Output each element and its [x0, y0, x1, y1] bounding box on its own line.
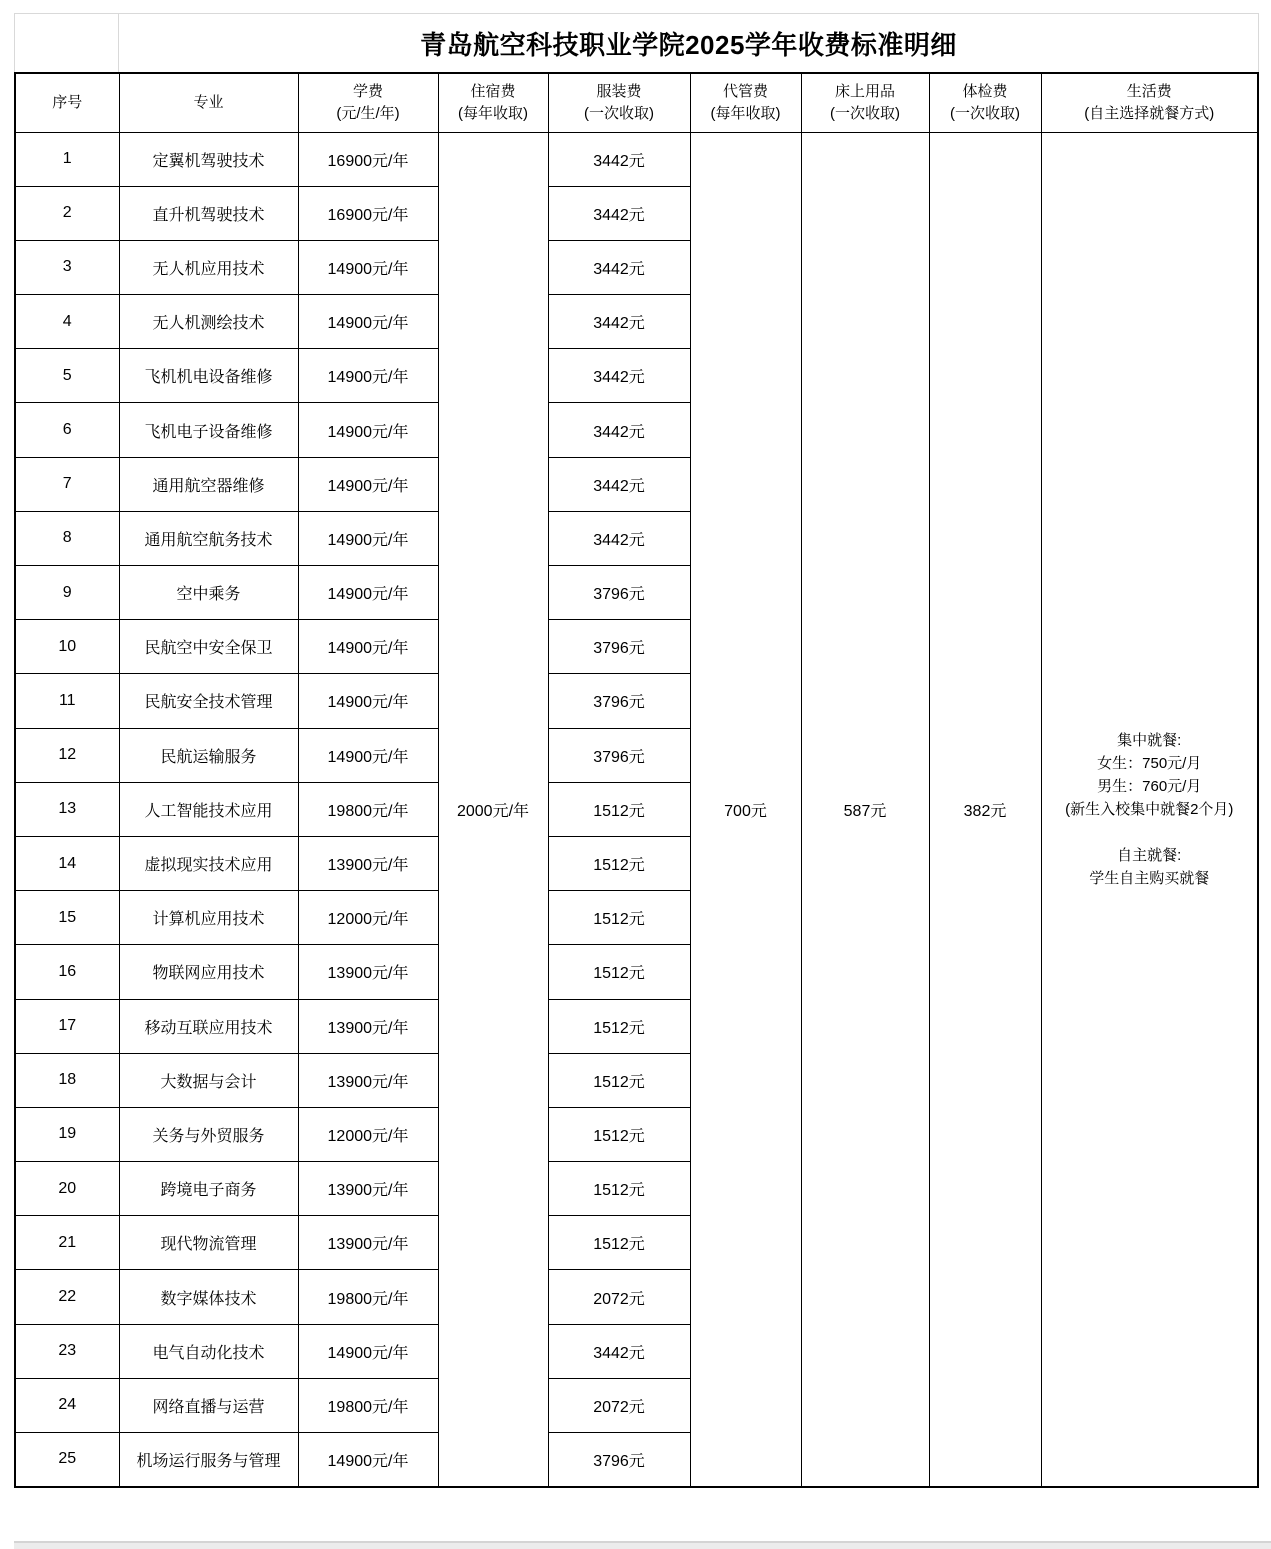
agency-fee-cell: 700元 — [690, 132, 801, 1487]
row-number-cell: 1 — [15, 132, 119, 186]
major-cell: 数字媒体技术 — [119, 1270, 298, 1324]
row-number-cell: 19 — [15, 1107, 119, 1161]
uniform-fee-cell: 1512元 — [548, 1107, 690, 1161]
uniform-fee-cell: 1512元 — [548, 836, 690, 890]
tuition-cell: 14900元/年 — [298, 457, 438, 511]
title-band-spacer-cell — [15, 14, 119, 73]
living-expenses-line — [1044, 821, 1256, 844]
living-expenses-line: 女生：750元/月 — [1097, 754, 1202, 772]
column-header-sublabel: (一次收取) — [584, 104, 654, 122]
major-cell: 跨境电子商务 — [119, 1162, 298, 1216]
row-number-cell: 5 — [15, 349, 119, 403]
row-number-cell: 21 — [15, 1216, 119, 1270]
major-cell: 直升机驾驶技术 — [119, 186, 298, 240]
major-cell: 人工智能技术应用 — [119, 782, 298, 836]
major-cell: 关务与外贸服务 — [119, 1107, 298, 1161]
uniform-fee-cell: 3442元 — [548, 186, 690, 240]
tuition-cell: 14900元/年 — [298, 403, 438, 457]
uniform-fee-cell: 1512元 — [548, 945, 690, 999]
major-cell: 机场运行服务与管理 — [119, 1433, 298, 1487]
tuition-cell: 13900元/年 — [298, 1216, 438, 1270]
tuition-cell: 16900元/年 — [298, 186, 438, 240]
column-header-label: 学费 — [352, 82, 383, 100]
row-number-cell: 24 — [15, 1378, 119, 1432]
column-header — [801, 73, 929, 132]
major-cell: 现代物流管理 — [119, 1216, 298, 1270]
major-cell: 通用航空航务技术 — [119, 511, 298, 565]
uniform-fee-cell: 3442元 — [548, 349, 690, 403]
uniform-fee-cell: 1512元 — [548, 1162, 690, 1216]
uniform-fee-cell: 3442元 — [548, 1324, 690, 1378]
tuition-cell: 13900元/年 — [298, 1053, 438, 1107]
column-header — [15, 73, 119, 132]
uniform-fee-cell: 3442元 — [548, 132, 690, 186]
living-expenses-line: 集中就餐: — [1117, 731, 1182, 749]
tuition-cell: 14900元/年 — [298, 295, 438, 349]
row-number-cell: 18 — [15, 1053, 119, 1107]
row-number-cell: 23 — [15, 1324, 119, 1378]
tuition-cell: 13900元/年 — [298, 945, 438, 999]
tuition-cell: 19800元/年 — [298, 1270, 438, 1324]
tuition-cell: 13900元/年 — [298, 999, 438, 1053]
major-cell: 定翼机驾驶技术 — [119, 132, 298, 186]
row-number-cell: 9 — [15, 566, 119, 620]
row-number-cell: 13 — [15, 782, 119, 836]
column-header-sublabel: (元/生/年) — [336, 104, 400, 122]
tuition-cell: 12000元/年 — [298, 1107, 438, 1161]
column-header-sublabel: (每年收取) — [458, 104, 528, 122]
major-cell: 移动互联应用技术 — [119, 999, 298, 1053]
column-header-sublabel: (每年收取) — [710, 104, 781, 122]
living-expenses-cell — [1041, 132, 1258, 1487]
uniform-fee-cell: 3442元 — [548, 457, 690, 511]
column-header — [929, 73, 1041, 132]
row-number-cell: 11 — [15, 674, 119, 728]
living-expenses-line: 自主就餐: — [1117, 846, 1182, 864]
row-number-cell: 20 — [15, 1162, 119, 1216]
tuition-cell: 19800元/年 — [298, 782, 438, 836]
tuition-cell: 12000元/年 — [298, 891, 438, 945]
major-cell: 飞机电子设备维修 — [119, 403, 298, 457]
major-cell: 飞机机电设备维修 — [119, 349, 298, 403]
row-number-cell: 17 — [15, 999, 119, 1053]
column-header — [690, 73, 801, 132]
physical-exam-fee-cell: 382元 — [929, 132, 1041, 1487]
major-cell: 大数据与会计 — [119, 1053, 298, 1107]
tuition-cell: 14900元/年 — [298, 349, 438, 403]
uniform-fee-cell: 3442元 — [548, 295, 690, 349]
accommodation-fee-cell: 2000元/年 — [438, 132, 548, 1487]
uniform-fee-cell: 3442元 — [548, 240, 690, 294]
major-cell: 无人机测绘技术 — [119, 295, 298, 349]
major-cell: 电气自动化技术 — [119, 1324, 298, 1378]
uniform-fee-cell: 3796元 — [548, 620, 690, 674]
tuition-cell: 13900元/年 — [298, 836, 438, 890]
uniform-fee-cell: 3796元 — [548, 728, 690, 782]
tuition-cell: 14900元/年 — [298, 240, 438, 294]
tuition-cell: 14900元/年 — [298, 620, 438, 674]
uniform-fee-cell: 1512元 — [548, 782, 690, 836]
uniform-fee-cell: 3442元 — [548, 511, 690, 565]
header-row — [15, 73, 1258, 132]
row-number-cell: 12 — [15, 728, 119, 782]
row-number-cell: 14 — [15, 836, 119, 890]
column-header — [548, 73, 690, 132]
tuition-cell: 14900元/年 — [298, 728, 438, 782]
title-band — [14, 13, 1259, 73]
table-body — [15, 132, 1258, 1487]
column-header-sublabel: (自主选择就餐方式) — [1084, 104, 1215, 122]
bottom-edge-strip — [14, 1541, 1271, 1549]
major-cell: 无人机应用技术 — [119, 240, 298, 294]
column-header-sublabel: (一次收取) — [830, 104, 900, 122]
row-number-cell: 16 — [15, 945, 119, 999]
tuition-cell: 14900元/年 — [298, 1324, 438, 1378]
tuition-cell: 14900元/年 — [298, 674, 438, 728]
column-header — [298, 73, 438, 132]
major-cell: 计算机应用技术 — [119, 891, 298, 945]
fee-table — [14, 72, 1259, 1488]
column-header-label: 代管费 — [722, 82, 768, 100]
column-header — [1041, 73, 1258, 132]
uniform-fee-cell: 2072元 — [548, 1270, 690, 1324]
tuition-cell: 16900元/年 — [298, 132, 438, 186]
column-header-label: 专业 — [193, 93, 224, 111]
major-cell: 网络直播与运营 — [119, 1378, 298, 1432]
column-header-label: 体检费 — [962, 82, 1008, 100]
tuition-cell: 14900元/年 — [298, 511, 438, 565]
living-expenses-line: 学生自主购买就餐 — [1089, 869, 1210, 887]
uniform-fee-cell: 3796元 — [548, 1433, 690, 1487]
uniform-fee-cell: 1512元 — [548, 891, 690, 945]
column-header — [119, 73, 298, 132]
column-header-sublabel: (一次收取) — [950, 104, 1020, 122]
major-cell: 民航运输服务 — [119, 728, 298, 782]
tuition-cell: 13900元/年 — [298, 1162, 438, 1216]
uniform-fee-cell: 3796元 — [548, 674, 690, 728]
row-number-cell: 10 — [15, 620, 119, 674]
uniform-fee-cell: 1512元 — [548, 1216, 690, 1270]
column-header — [438, 73, 548, 132]
row-number-cell: 22 — [15, 1270, 119, 1324]
uniform-fee-cell: 3442元 — [548, 403, 690, 457]
uniform-fee-cell: 2072元 — [548, 1378, 690, 1432]
tuition-cell: 14900元/年 — [298, 1433, 438, 1487]
row-number-cell: 3 — [15, 240, 119, 294]
row-number-cell: 6 — [15, 403, 119, 457]
tuition-cell: 14900元/年 — [298, 566, 438, 620]
page-title: 青岛航空科技职业学院2025学年收费标准明细 — [420, 30, 957, 60]
table-row — [15, 132, 1258, 186]
row-number-cell: 2 — [15, 186, 119, 240]
uniform-fee-cell: 1512元 — [548, 1053, 690, 1107]
major-cell: 虚拟现实技术应用 — [119, 836, 298, 890]
row-number-cell: 4 — [15, 295, 119, 349]
column-header-label: 序号 — [52, 93, 83, 111]
major-cell: 民航安全技术管理 — [119, 674, 298, 728]
column-header-label: 床上用品 — [834, 82, 895, 100]
uniform-fee-cell: 1512元 — [548, 999, 690, 1053]
living-expenses-line: (新生入校集中就餐2个月) — [1065, 800, 1234, 818]
column-header-label: 服装费 — [596, 82, 642, 100]
major-cell: 通用航空器维修 — [119, 457, 298, 511]
row-number-cell: 25 — [15, 1433, 119, 1487]
major-cell: 民航空中安全保卫 — [119, 620, 298, 674]
row-number-cell: 7 — [15, 457, 119, 511]
row-number-cell: 8 — [15, 511, 119, 565]
tuition-cell: 19800元/年 — [298, 1378, 438, 1432]
row-number-cell: 15 — [15, 891, 119, 945]
major-cell: 物联网应用技术 — [119, 945, 298, 999]
uniform-fee-cell: 3796元 — [548, 566, 690, 620]
column-header-label: 住宿费 — [470, 82, 516, 100]
bedding-fee-cell: 587元 — [801, 132, 929, 1487]
major-cell: 空中乘务 — [119, 566, 298, 620]
living-expenses-line: 男生：760元/月 — [1097, 777, 1202, 795]
column-header-label: 生活费 — [1126, 82, 1172, 100]
